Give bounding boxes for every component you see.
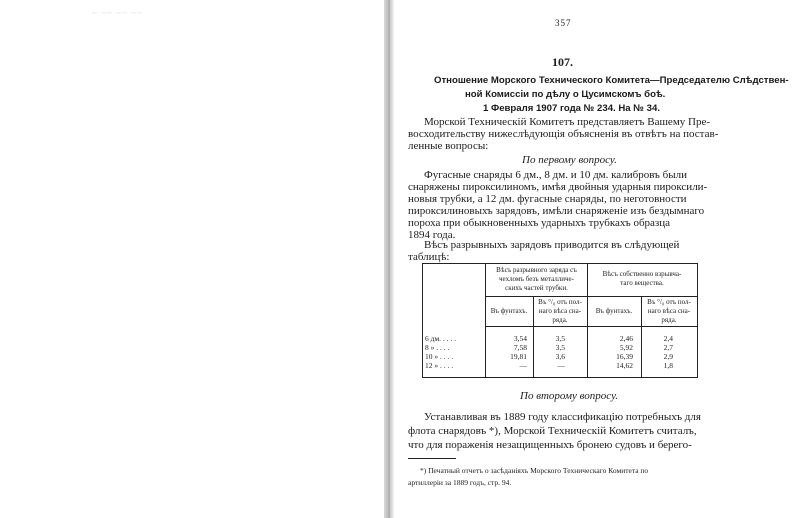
section-1-line-4: пироксилиновыхъ зарядовъ, имѣли снаряженіе изъ бездымнаго [408,205,705,217]
section-1-line-2: снаряжены пироксилиномъ, имѣя двойныя ударныя пироксили- [408,181,708,193]
section-1-line-5: пороха при обыкновенныхъ ударныхъ трубкахъ образца [408,217,671,229]
footnote-line-2: артиллеріи за 1889 годъ, стр. 94. [408,478,512,487]
row-weight-2: 5,92 [619,343,633,352]
section-2-line-3: что для пораженія незащищенныхъ бронею судовъ и берего- [408,439,692,451]
heading-line-3: 1 Февраля 1907 года № 234. На № 34. [483,103,661,114]
section-1-line-6: 1894 года. [408,229,456,241]
section-2-line-1: Устанавливая въ 1889 году классификацію потребныхъ для [424,411,701,423]
section-2-title: По второму вопросу. [520,390,619,402]
heading-line-2: ной Комиссіи по дѣлу о Цусимскомъ боѣ. [465,89,666,100]
row-weight-2: 2,46 [619,334,633,343]
group-2-header: Вѣсъ собственно взрывча- таго вещества. [602,270,682,287]
row-weight-2: 14,62 [616,361,633,370]
row-weight-2: 16,39 [616,352,633,361]
section-1-line-1: Фугасные снаряды 6 дм., 8 дм. и 10 дм. калибровъ были [424,169,687,181]
row-label: 12 » . . . . [425,361,454,370]
subheader-percent-2: Въ °/₀ отъ пол- наго вѣса сна- ряда. [647,298,691,324]
intro-line-2: восходительству нижеслѣдующія объясненія въ отвѣтъ на постав- [408,128,719,140]
group-1-header: Вѣсъ разрывного заряда съ чехломъ безъ металличе- скихъ частей трубки. [496,266,577,292]
row-percent-1: 3,5 [555,343,565,352]
section-1-para2-line-1: Вѣсъ разрывныхъ зарядовъ приводится въ слѣдующей [424,239,680,251]
document-number: 107. [552,55,573,69]
row-label: 6 дм. . . . . [425,334,457,343]
subheader-pounds-1: Въ фунтахъ. [490,307,528,315]
row-weight-1: 19,81 [510,352,527,361]
subheader-percent-1: Въ °/₀ отъ пол- наго вѣса сна- ряда. [538,298,582,324]
row-percent-1: 3,5 [555,334,565,343]
left-page-faint-mark: ~ ~~ ~~ ~~ [92,8,143,18]
right-page [394,0,800,518]
row-percent-2: 1,8 [663,361,673,370]
section-2-line-2: флота снарядовъ *), Морской Техническій Комитетъ считалъ, [408,425,697,437]
row-percent-2: 2,4 [663,334,673,343]
row-percent-2: 2,7 [663,343,673,352]
page-number: 357 [555,18,572,28]
row-weight-1: — [519,361,527,370]
intro-line-3: ленные вопросы: [408,140,489,152]
row-label: 8 » . . . . [425,343,450,352]
row-weight-1: 3,54 [513,334,527,343]
charge-weight-table [422,263,698,378]
left-page [0,0,384,518]
heading-line-1: Отношение Морского Технического Комитета—Председателю Слѣдствен- [434,75,789,86]
section-1-title: По первому вопросу. [522,154,617,166]
row-percent-1: 3,6 [555,352,565,361]
intro-line-1: Морской Техническій Комитетъ представляетъ Вашему Пре- [424,116,711,128]
row-percent-2: 2,9 [663,352,673,361]
section-1-para2-line-2: таблицѣ: [408,251,450,263]
footnote-line-1: *) Печатный отчетъ о засѣданіяхъ Морского Техническаго Комитета по [420,466,649,475]
row-percent-1: — [557,361,565,370]
subheader-pounds-2: Въ фунтахъ. [595,307,633,315]
row-weight-1: 7,58 [513,343,527,352]
book-gutter [384,0,394,518]
row-label: 10 » . . . . [425,352,454,361]
section-1-line-3: новыя трубки, а 12 дм. фугасные снаряды, по неготовности [408,193,687,205]
footnote-rule [408,458,456,459]
